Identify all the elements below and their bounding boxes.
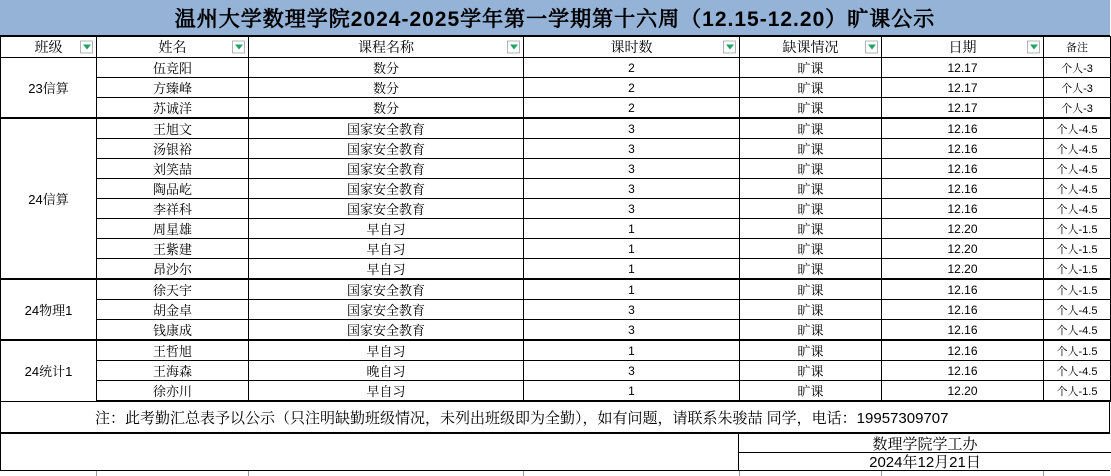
status-cell[interactable]: 旷课 — [740, 259, 882, 280]
filter-dropdown-icon — [868, 45, 876, 50]
date-cell[interactable]: 12.16 — [882, 320, 1044, 341]
status-cell[interactable]: 旷课 — [740, 340, 882, 361]
hours-cell[interactable]: 2 — [524, 78, 740, 98]
course-cell[interactable]: 早自习 — [249, 381, 524, 402]
name-cell[interactable]: 周星雄 — [97, 219, 249, 239]
date-cell[interactable]: 12.16 — [882, 118, 1044, 139]
status-cell[interactable]: 旷课 — [740, 139, 882, 159]
remark-cell[interactable]: 个人-4.5 — [1044, 361, 1111, 381]
remark-cell[interactable]: 个人-4.5 — [1044, 159, 1111, 179]
remark-cell[interactable]: 个人-1.5 — [1044, 381, 1111, 402]
remark-cell[interactable]: 个人-1.5 — [1044, 340, 1111, 361]
date-cell[interactable]: 12.16 — [882, 159, 1044, 179]
signature-block — [738, 434, 1111, 470]
filter-dropdown-icon — [235, 45, 243, 50]
table-row — [1, 58, 1111, 78]
status-cell[interactable]: 旷课 — [740, 58, 882, 78]
hours-cell[interactable]: 2 — [524, 58, 740, 78]
hours-cell[interactable]: 1 — [524, 219, 740, 239]
date-cell[interactable]: 12.20 — [882, 259, 1044, 280]
name-cell[interactable]: 汤银裕 — [97, 139, 249, 159]
table-row — [1, 139, 1111, 159]
class-cell[interactable]: 24物理1 — [1, 279, 97, 340]
hours-cell[interactable]: 3 — [524, 118, 740, 139]
remark-cell[interactable]: 个人-4.5 — [1044, 139, 1111, 159]
header-class-label: 班级 — [34, 39, 63, 55]
date-cell[interactable]: 12.20 — [882, 219, 1044, 239]
gridline-stub — [96, 471, 97, 476]
date-cell[interactable]: 12.17 — [882, 98, 1044, 119]
status-cell[interactable]: 旷课 — [740, 179, 882, 199]
filter-button-name[interactable] — [232, 41, 245, 54]
filter-dropdown-icon — [510, 45, 518, 50]
header-status-label: 缺课情况 — [782, 39, 839, 55]
name-cell[interactable]: 王旭文 — [97, 118, 249, 139]
date-cell[interactable]: 12.16 — [882, 179, 1044, 199]
date-cell[interactable]: 12.17 — [882, 58, 1044, 78]
signature-area — [0, 434, 1110, 471]
status-cell[interactable]: 旷课 — [740, 159, 882, 179]
header-status[interactable] — [740, 37, 882, 58]
course-cell[interactable]: 早自习 — [249, 340, 524, 361]
status-cell[interactable]: 旷课 — [740, 320, 882, 341]
table-row — [1, 98, 1111, 119]
course-cell[interactable]: 国家安全教育 — [249, 199, 524, 219]
remark-cell[interactable]: 个人-1.5 — [1044, 239, 1111, 259]
hours-cell[interactable]: 1 — [524, 381, 740, 402]
course-cell[interactable]: 数分 — [249, 58, 524, 78]
header-remark[interactable] — [1044, 37, 1111, 58]
course-cell[interactable]: 早自习 — [249, 239, 524, 259]
course-cell[interactable]: 国家安全教育 — [249, 118, 524, 139]
table-row — [1, 320, 1111, 341]
filter-dropdown-icon — [1030, 45, 1038, 50]
header-row — [1, 37, 1111, 58]
header-name-label: 姓名 — [158, 39, 187, 55]
date-cell[interactable]: 12.16 — [882, 340, 1044, 361]
course-cell[interactable]: 国家安全教育 — [249, 320, 524, 341]
name-cell[interactable]: 王紫建 — [97, 239, 249, 259]
status-cell[interactable]: 旷课 — [740, 381, 882, 402]
header-hours-label: 课时数 — [610, 39, 653, 55]
remark-cell[interactable]: 个人-4.5 — [1044, 179, 1111, 199]
header-date[interactable] — [882, 37, 1044, 58]
hours-cell[interactable]: 3 — [524, 320, 740, 341]
filter-button-status[interactable] — [865, 41, 878, 54]
remark-cell[interactable]: 个人-1.5 — [1044, 279, 1111, 300]
remark-cell[interactable]: 个人-1.5 — [1044, 259, 1111, 280]
remark-cell[interactable]: 个人-1.5 — [1044, 219, 1111, 239]
header-remark-label: 备注 — [1066, 42, 1088, 54]
class-cell[interactable]: 24信算 — [1, 118, 97, 279]
name-cell[interactable]: 王海森 — [97, 361, 249, 381]
table-row — [1, 361, 1111, 381]
remark-cell[interactable]: 个人-3 — [1044, 98, 1111, 119]
status-cell[interactable]: 旷课 — [740, 239, 882, 259]
course-cell[interactable]: 国家安全教育 — [249, 139, 524, 159]
name-cell[interactable]: 徐亦川 — [97, 381, 249, 402]
table-row — [1, 340, 1111, 361]
name-cell[interactable]: 李祥科 — [97, 199, 249, 219]
date-cell[interactable]: 12.20 — [882, 381, 1044, 402]
name-cell[interactable]: 钱康成 — [97, 320, 249, 341]
hours-cell[interactable]: 3 — [524, 300, 740, 320]
hours-cell[interactable]: 3 — [524, 139, 740, 159]
course-cell[interactable]: 国家安全教育 — [249, 159, 524, 179]
class-cell[interactable]: 23信算 — [1, 58, 97, 119]
table-row — [1, 259, 1111, 280]
hours-cell[interactable]: 3 — [524, 361, 740, 381]
header-date-label: 日期 — [948, 39, 977, 55]
header-hours[interactable] — [524, 37, 740, 58]
remark-cell[interactable]: 个人-3 — [1044, 78, 1111, 98]
class-cell[interactable]: 24统计1 — [1, 340, 97, 401]
signature-office[interactable]: 数理学院学工办 — [739, 434, 1111, 453]
course-cell[interactable]: 早自习 — [249, 219, 524, 239]
date-cell[interactable]: 12.16 — [882, 300, 1044, 320]
date-cell[interactable]: 12.16 — [882, 139, 1044, 159]
table-row — [1, 219, 1111, 239]
status-cell[interactable]: 旷课 — [740, 98, 882, 119]
table-row — [1, 381, 1111, 402]
table-row — [1, 199, 1111, 219]
date-cell[interactable]: 12.16 — [882, 199, 1044, 219]
table-row — [1, 239, 1111, 259]
name-cell[interactable]: 胡金卓 — [97, 300, 249, 320]
filter-dropdown-icon — [83, 45, 91, 50]
name-cell[interactable]: 伍竞阳 — [97, 58, 249, 78]
gridline-stub — [881, 471, 882, 476]
status-cell[interactable]: 旷课 — [740, 300, 882, 320]
hours-cell[interactable]: 1 — [524, 279, 740, 300]
header-course-label: 课程名称 — [358, 39, 414, 55]
absence-table — [0, 36, 1111, 402]
hours-cell[interactable]: 3 — [524, 179, 740, 199]
table-row — [1, 279, 1111, 300]
footer-note[interactable]: 注：此考勤汇总表予以公示（只注明缺勤班级情况，未列出班级即为全勤），如有问题，请联系朱骏喆 同学，电话：19957309707 — [0, 402, 1110, 434]
gridline-stub — [248, 471, 249, 476]
name-cell[interactable]: 王哲旭 — [97, 340, 249, 361]
filter-button-hours[interactable] — [723, 41, 736, 54]
filter-dropdown-icon — [726, 45, 734, 50]
header-class[interactable] — [1, 37, 97, 58]
header-course[interactable] — [249, 37, 524, 58]
date-cell[interactable]: 12.20 — [882, 239, 1044, 259]
table-row — [1, 179, 1111, 199]
status-cell[interactable]: 旷课 — [740, 219, 882, 239]
date-cell[interactable]: 12.17 — [882, 78, 1044, 98]
header-name[interactable] — [97, 37, 249, 58]
name-cell[interactable]: 方臻峰 — [97, 78, 249, 98]
status-cell[interactable]: 旷课 — [740, 361, 882, 381]
date-cell[interactable]: 12.16 — [882, 361, 1044, 381]
table-row — [1, 118, 1111, 139]
course-cell[interactable]: 数分 — [249, 78, 524, 98]
table-row — [1, 300, 1111, 320]
course-cell[interactable]: 国家安全教育 — [249, 279, 524, 300]
signature-date[interactable]: 2024年12月21日 — [869, 454, 981, 471]
hours-cell[interactable]: 3 — [524, 159, 740, 179]
course-cell[interactable]: 国家安全教育 — [249, 179, 524, 199]
table-row — [1, 159, 1111, 179]
name-cell[interactable]: 昂沙尔 — [97, 259, 249, 280]
remark-cell[interactable]: 个人-4.5 — [1044, 300, 1111, 320]
hours-cell[interactable]: 2 — [524, 98, 740, 119]
gridline-stub — [739, 471, 740, 476]
sheet-title[interactable]: 温州大学数理学院2024-2025学年第一学期第十六周（12.15-12.20）旷课公示 — [0, 0, 1110, 36]
name-cell[interactable]: 陶品屹 — [97, 179, 249, 199]
table-row — [1, 78, 1111, 98]
date-cell[interactable]: 12.16 — [882, 279, 1044, 300]
remark-cell[interactable]: 个人-4.5 — [1044, 118, 1111, 139]
filter-button-class[interactable] — [80, 41, 93, 54]
course-cell[interactable]: 数分 — [249, 98, 524, 119]
filter-button-course[interactable] — [507, 41, 520, 54]
course-cell[interactable]: 早自习 — [249, 259, 524, 280]
status-cell[interactable]: 旷课 — [740, 199, 882, 219]
hours-cell[interactable]: 3 — [524, 199, 740, 219]
remark-cell[interactable]: 个人-4.5 — [1044, 199, 1111, 219]
status-cell[interactable]: 旷课 — [740, 279, 882, 300]
status-cell[interactable]: 旷课 — [740, 118, 882, 139]
name-cell[interactable]: 苏诚洋 — [97, 98, 249, 119]
remark-cell[interactable]: 个人-3 — [1044, 58, 1111, 78]
course-cell[interactable]: 国家安全教育 — [249, 300, 524, 320]
gridline-strip — [0, 471, 1110, 476]
course-cell[interactable]: 晚自习 — [249, 361, 524, 381]
status-cell[interactable]: 旷课 — [740, 78, 882, 98]
gridline-stub — [1043, 471, 1044, 476]
hours-cell[interactable]: 1 — [524, 239, 740, 259]
name-cell[interactable]: 徐天宇 — [97, 279, 249, 300]
remark-cell[interactable]: 个人-4.5 — [1044, 320, 1111, 341]
name-cell[interactable]: 刘笑喆 — [97, 159, 249, 179]
hours-cell[interactable]: 1 — [524, 340, 740, 361]
gridline-stub — [523, 471, 524, 476]
hours-cell[interactable]: 1 — [524, 259, 740, 280]
filter-button-date[interactable] — [1027, 41, 1040, 54]
